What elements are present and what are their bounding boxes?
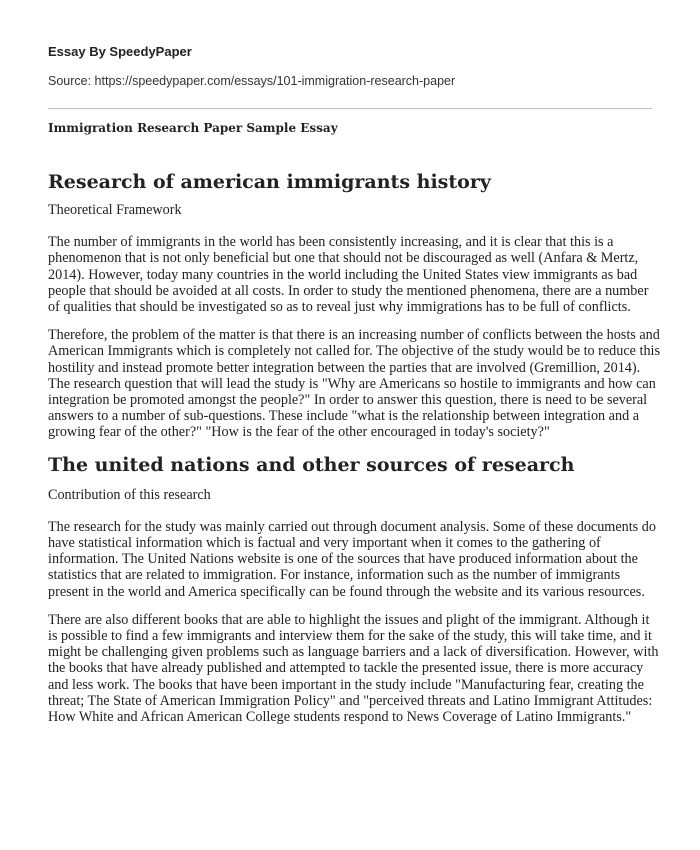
- header-divider: [48, 108, 652, 109]
- paragraph: The number of immigrants in the world has been consistently increasing, and it is clear that this is a phenomenon that is not only beneficial but one that should not be discouraged as well (Anfara & Mertz, 2014). However, today many countries in the world including the United States view immigrants as bad people that should be avoided at all costs. In order to study the mentioned phenomena, there are a number of qualities that should be investigated so as to reveal just why immigrations has to be full of conflicts.: [48, 234, 649, 316]
- document-body: [48, 170, 660, 737]
- brand-name: Essay By SpeedyPaper: [48, 44, 192, 59]
- section-heading: The united nations and other sources of research: [48, 453, 575, 476]
- section-subheading: Contribution of this research: [48, 486, 211, 503]
- section-immigrants-history: [48, 170, 660, 441]
- section-subheading: Theoretical Framework: [48, 202, 182, 218]
- section-heading: Research of american immigrants history: [48, 171, 491, 193]
- paragraph: Therefore, the problem of the matter is that there is an increasing number of conflicts between the hosts and American Immigrants which is completely not called for. The objective of the study would be to reduce this hostility and instead promote better integration between the parties that are involved (Gremillion, 2014). The research question that will lead the study is "Why are Americans so hostile to immigrants and how can integration be promoted amongst the people?" In order to answer this question, there is need to be several answers to a number of sub-questions. These include "what is the relationship between integration and a growing fear of the other?" "How is the fear of the other encouraged in today's society?": [48, 327, 661, 441]
- paragraph: There are also different books that are able to highlight the issues and plight of the immigrant. Although it is possible to find a few immigrants and interview them for the sake of the study, this will take time, and it might be challenging given problems such as language barriers and a lack of diversification. However, with the books that have already published and attempted to tackle the presented issue, there is more accuracy and less work. The books that have been important in the study include "Manufacturing fear, creating the threat; The State of American Immigration Policy" and "perceived threats and Latino Immigrant Attitudes: How White and African American College students respond to News Coverage of Latino Immigrants.": [48, 611, 659, 726]
- source-url: Source: https://speedypaper.com/essays/101-immigration-research-paper: [48, 74, 456, 88]
- document-title: Immigration Research Paper Sample Essay: [48, 121, 338, 135]
- paragraph: The research for the study was mainly carried out through document analysis. Some of these documents do have statistical information which is factual and very important when it comes to the gathering of information. The United Nations website is one of the sources that have produced information about the statistics that are related to immigration. For instance, information such as the number of immigrants present in the world and America specifically can be found through the website and its various resources.: [48, 518, 656, 600]
- section-research-sources: [48, 453, 660, 726]
